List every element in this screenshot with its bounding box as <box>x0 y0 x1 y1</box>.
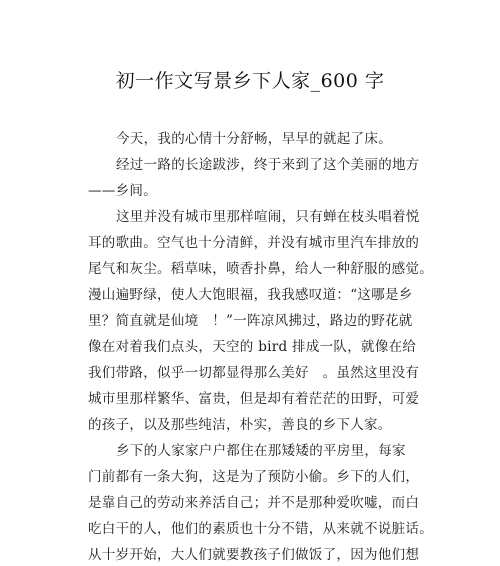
text-line: 城市里那样繁华、富贵，但是却有着茫茫的田野，可爱 <box>88 391 420 407</box>
text-line: 的孩子，以及那些纯洁，朴实，善良的乡下人家。 <box>88 417 392 433</box>
document-title: 初一作文写景乡下人家_600 字 <box>115 70 385 92</box>
text-line: 是靠自己的劳动来养活自己；并不是那种爱吹嘘，而白 <box>88 495 420 511</box>
text-line: 尾气和灰尘。稻草味，喷香扑鼻，给人一种舒服的感觉。 <box>88 261 433 277</box>
text-line: 经过一路的长途跋涉，终于来到了这个美丽的地方 <box>116 157 420 173</box>
text-line: 漫山遍野绿，使人大饱眼福，我我感叹道：“这哪是乡 <box>88 287 413 303</box>
text-line: ——乡间。 <box>88 183 157 199</box>
document-body <box>88 126 433 566</box>
text-line: 吃白干的人，他们的素质也十分不错，从来就不说脏话。 <box>88 521 433 537</box>
text-line: 这里并没有城市里那样喧闹，只有蝉在枝头唱着悦 <box>116 209 420 225</box>
text-line: 乡下的人家家户户都住在那矮矮的平房里，每家 <box>116 443 406 459</box>
text-line: 从十岁开始，大人们就要教孩子们做饭了，因为他们想 <box>88 547 420 563</box>
text-line: 我们带路，似乎一切都显得那么美好 。虽然这里没有 <box>88 365 420 381</box>
text-line: 今天，我的心情十分舒畅，早早的就起了床。 <box>116 131 392 147</box>
text-line: 里？简直就是仙境 ！”一阵凉风拂过，路边的野花就 <box>88 313 413 329</box>
text-line: 门前都有一条大狗，这是为了预防小偷。乡下的人们， <box>88 469 420 485</box>
text-line: 像在对着我们点头，天空的 bird 排成一队，就像在给 <box>88 339 417 355</box>
text-line: 耳的歌曲。空气也十分清鲜，并没有城市里汽车排放的 <box>88 235 420 251</box>
